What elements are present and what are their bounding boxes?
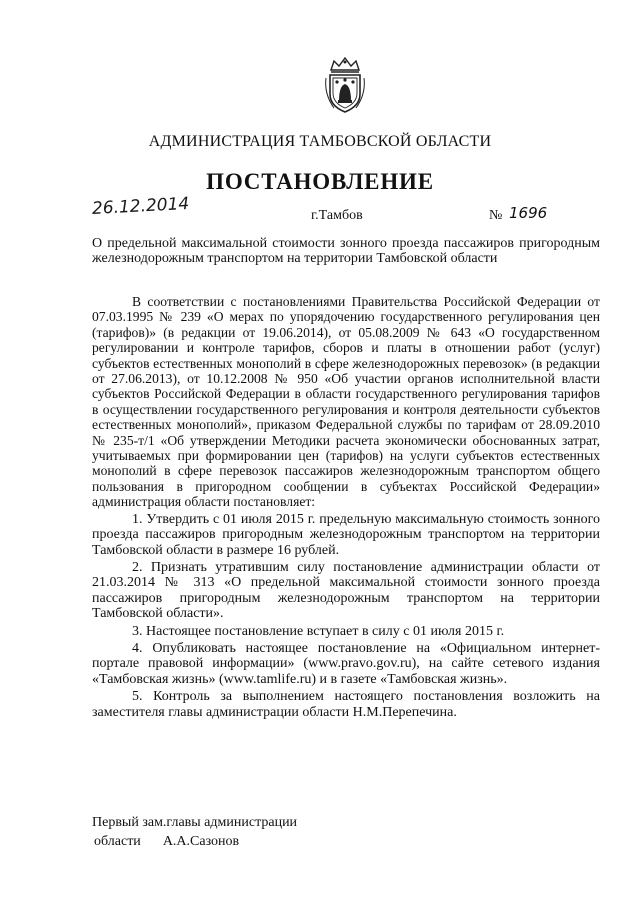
- document-date: 26.12.2014: [91, 193, 190, 219]
- signatory-name: А.А.Сазонов: [162, 834, 240, 849]
- document-number: 1696: [509, 204, 548, 222]
- resolution-item-2: 2. Признать утратившим силу постановление администрации области от 21.03.2014 № 313 «О предельной максимальной стоимости зонного проезда пассажиров пригородным железнодорожным транспортом на территории Тамбовской области».: [92, 559, 600, 622]
- document-city: г.Тамбов: [311, 208, 363, 223]
- resolution-item-4: 4. Опубликовать настоящее постановление на «Официальном интернет-портале правовой информации» (www.pravo.gov.ru), на сайте сетевого издания «Тамбовская жизнь» (www.tamlife.ru) и в газете «Тамбовская жизнь».: [92, 640, 600, 687]
- organization-title: АДМИНИСТРАЦИЯ ТАМБОВСКОЙ ОБЛАСТИ: [148, 133, 492, 150]
- preamble-paragraph: В соответствии с постановлениями Правительства Российской Федерации от 07.03.1995 № 239 «О мерах по упорядочению государственного регулирования цен (тарифов)» (в редакции от 19.06.2014), от 05.08.2009 № 643 «О государственном регулировании и контроле тарифов, сборов и платы в отношении работ (услуг) субъектов естественных монополий в сфере железнодорожных перевозок» (в редакции от 27.06.2013), от 10.12.2008 № 950 «Об участии органов исполнительной власти субъектов Российской Федерации в области государственного регулирования тарифов в осуществлении государственного регулирования и контроля деятельности субъектов естественных монополий», приказом Федеральной службы по тарифам от 28.09.2010 № 235-т/1 «Об утверждении Методики расчета экономически обоснованных затрат, учитываемых при формировании цен (тарифов) на услуги субъектов естественных монополий в сфере перевозок пассажиров железнодорожным транспортом общего пользования в пригородном сообщении в субъектах Российской Федерации» администрация области постановляет:: [92, 294, 600, 510]
- document-type-heading: ПОСТАНОВЛЕНИЕ: [206, 169, 434, 194]
- signatory-title-line2: области: [94, 834, 141, 849]
- signatory-title: Первый зам.главы администрации: [92, 815, 298, 830]
- resolution-item-3: 3. Настоящее постановление вступает в силу с 01 июля 2015 г.: [132, 623, 505, 639]
- document-subject: О предельной максимальной стоимости зонного проезда пассажиров пригородным железнодорожным транспортом на территории Тамбовской области: [92, 236, 600, 266]
- resolution-item-5: 5. Контроль за выполнением настоящего постановления возложить на заместителя главы администрации области Н.М.Перепечина.: [92, 689, 600, 720]
- tambov-coat-of-arms-icon: [322, 56, 368, 114]
- document-number-label: №: [489, 208, 503, 223]
- signature-block: [92, 813, 297, 851]
- document-body: [92, 294, 600, 720]
- resolution-item-1: 1. Утвердить с 01 июля 2015 г. предельную максимальную стоимость зонного проезда пассажиров пригородным железнодорожным транспортом на территории Тамбовской области в размере 16 рублей.: [92, 511, 600, 558]
